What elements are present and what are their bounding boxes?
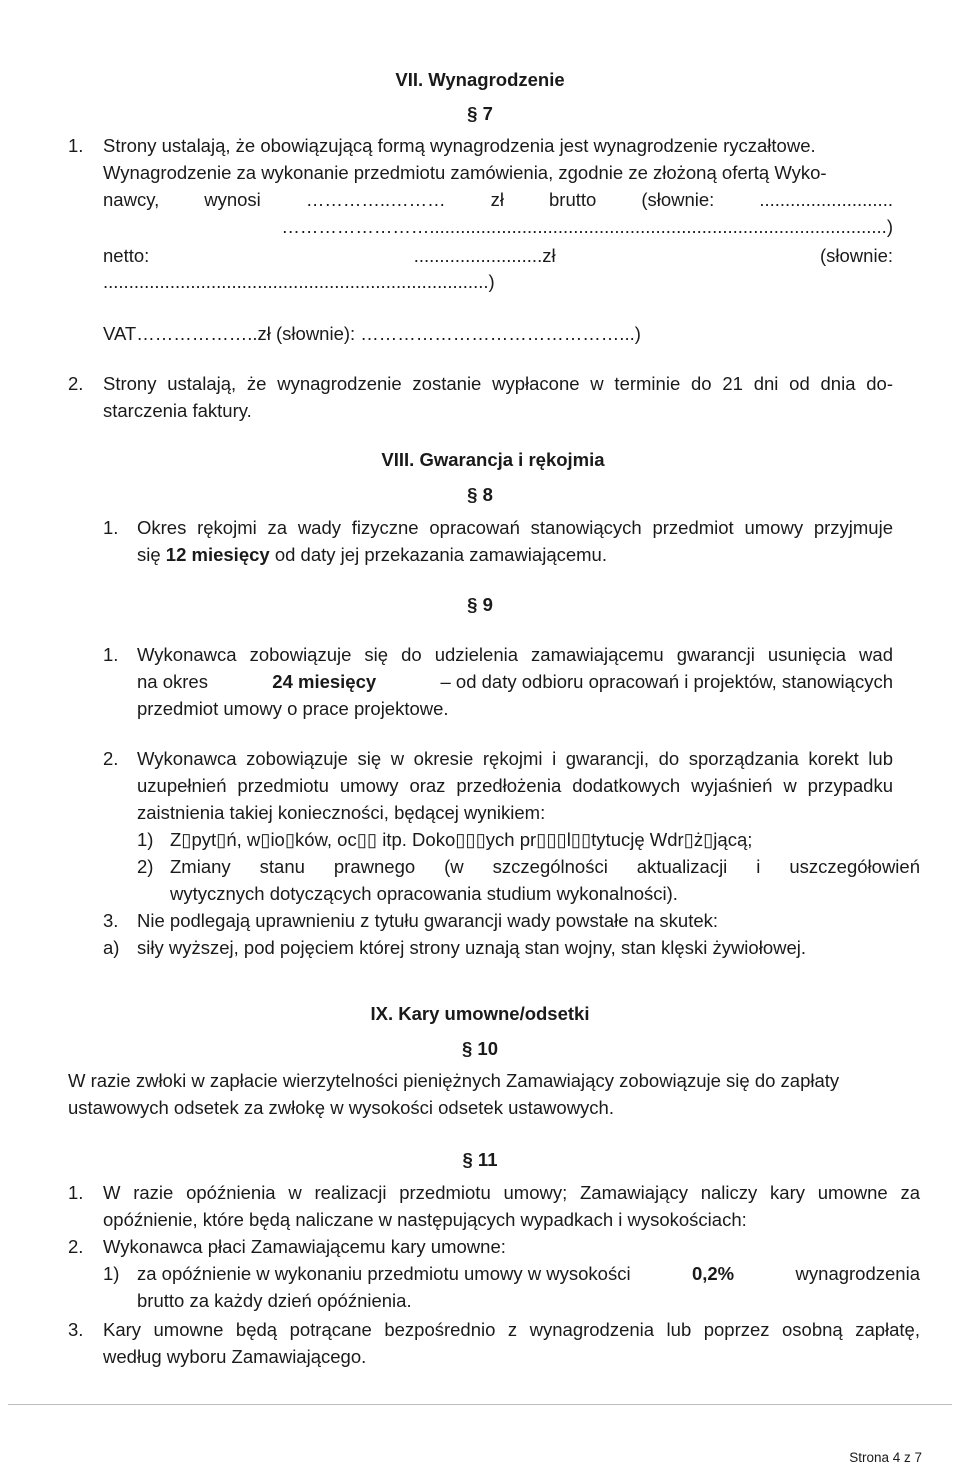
sub-item-number: 1) [137,829,154,850]
paragraph-line: Wynagrodzenie za wykonanie przedmiotu zamówienia, zgodnie ze złożoną ofertą Wyko- [103,162,827,183]
sub-item-text: wytycznych dotyczących opracowania studium wykonalności). [170,883,678,904]
text-fragment: (słownie: [820,245,893,266]
blank-field: .........................zł [413,245,556,266]
item-number: 3. [103,910,119,931]
item-number: 2. [68,373,84,394]
item-letter: a) [103,937,120,958]
item-number: 2. [103,748,119,769]
paragraph-line: Wykonawca zobowiązuje się w okresie rękojmi i gwarancji, do sporządzania korekt lub [137,748,893,769]
section-title-ix: IX. Kary umowne/odsetki [370,1003,590,1024]
paragraph-line: W razie opóźnienia w realizacji przedmiotu umowy; Zamawiający naliczy kary umowne za [103,1182,920,1203]
blank-field: .......................... [759,189,893,210]
paragraph-mark-7: § 7 [467,103,493,124]
paragraph-mark-10: § 10 [461,1038,498,1059]
item-number: 1. [103,644,119,665]
paragraph-line: Nie podlegają uprawnieniu z tytułu gwarancji wady powstałe na skutek: [137,910,719,931]
paragraph-line [137,668,893,696]
item-number: 1. [68,135,84,156]
paragraph-line: Okres rękojmi za wady fizyczne opracowań stanowiących przedmiot umowy przyjmuje [137,517,893,538]
item-number: 1. [103,517,119,538]
sub-item-number: 2) [137,856,154,877]
item-number: 3. [68,1319,84,1340]
text-fragment: – od daty odbioru opracowań i projektów, stanowiących [440,671,893,692]
item-number: 1. [68,1182,84,1203]
sub-item-text: Zmiany stanu prawnego (w szczególności aktualizacji i uszczegółowień [170,856,920,877]
text-fragment: za opóźnienie w wykonaniu przedmiotu umowy w wysokości [137,1263,631,1284]
paragraph-line: opóźnienie, które będą naliczane w następujących wypadkach i wysokościach: [103,1209,747,1230]
section-title-vii: VII. Wynagrodzenie [395,69,565,90]
text-fragment: na okres [137,671,208,692]
paragraph-mark-8: § 8 [467,484,493,505]
item-number: 2. [68,1236,84,1257]
paragraph-line: Strony ustalają, że wynagrodzenie zostanie wypłacone w terminie do 21 dni od dnia do- [103,373,893,394]
text-fragment: (słownie: [641,189,715,210]
text-fragment: od daty jej przekazania zamawiającemu. [274,544,607,565]
paragraph-mark-11: § 11 [462,1149,498,1170]
sub-item-text: Z▯pyt▯ń, w▯io▯ków, oc▯▯ itp. Doko▯▯▯ych pr▯▯▯l▯▯tytucję Wdr▯ż▯jącą; [170,829,753,850]
paragraph-line: Kary umowne będą potrącane bezpośrednio z wynagrodzenia lub poprzez osobną zapłatę, [103,1319,920,1340]
text-fragment: wynagrodzenia [795,1263,920,1284]
warranty-period: 12 miesięcy [165,544,270,565]
amount-brutto-line [103,186,893,214]
text-fragment: nawcy, [103,189,160,210]
sub-item-text [137,1260,920,1288]
page-number: Strona 4 z 7 [849,1450,922,1465]
blank-field-line: ...........................................................................) [103,271,495,292]
vat-line: VAT………………..zł (słownie): ……………………………………...) [103,323,641,344]
penalty-rate: 0,2% [691,1263,735,1284]
paragraph-line: Wykonawca płaci Zamawiającemu kary umowne: [103,1236,506,1257]
text-fragment: wynosi [204,189,261,210]
paragraph-line: przedmiot umowy o prace projektowe. [137,698,449,719]
paragraph-line: W razie zwłoki w zapłacie wierzytelności pieniężnych Zamawiający zobowiązuje się do zapłaty [68,1070,840,1091]
paragraph-line: ustawowych odsetek za zwłokę w wysokości odsetek ustawowych. [68,1097,614,1118]
text-fragment: netto: [103,245,150,266]
paragraph-line: Wykonawca zobowiązuje się do udzielenia zamawiającemu gwarancji usunięcia wad [137,644,893,665]
paragraph-line: uzupełnień przedmiotu umowy oraz przedłożenia dodatkowych wyjaśnień w przypadku [137,775,893,796]
paragraph-line: Strony ustalają, że obowiązującą formą wynagrodzenia jest wynagrodzenie ryczałtowe. [103,135,816,156]
paragraph-line: siły wyższej, pod pojęciem której strony uznają stan wojny, stan klęski żywiołowej. [137,937,807,958]
blank-field-line: …………………….........................................................................................) [281,216,893,237]
footer-divider [8,1404,952,1405]
text-fragment: się [137,544,161,565]
guarantee-period: 24 miesięcy [272,671,377,692]
paragraph-line: starczenia faktury. [103,400,252,421]
text-fragment: brutto [549,189,597,210]
paragraph-line: według wyboru Zamawiającego. [103,1346,367,1367]
section-title-viii: VIII. Gwarancja i rękojmia [381,449,605,470]
blank-field: …………..……… [305,189,446,210]
sub-item-text: brutto za każdy dzień opóźnienia. [137,1290,412,1311]
amount-netto-line [103,242,893,270]
paragraph-line [137,541,607,569]
paragraph-line: zaistnienia takiej konieczności, będącej wynikiem: [137,802,546,823]
paragraph-mark-9: § 9 [467,594,493,615]
sub-item-number: 1) [103,1263,120,1284]
text-fragment: zł [490,189,504,210]
